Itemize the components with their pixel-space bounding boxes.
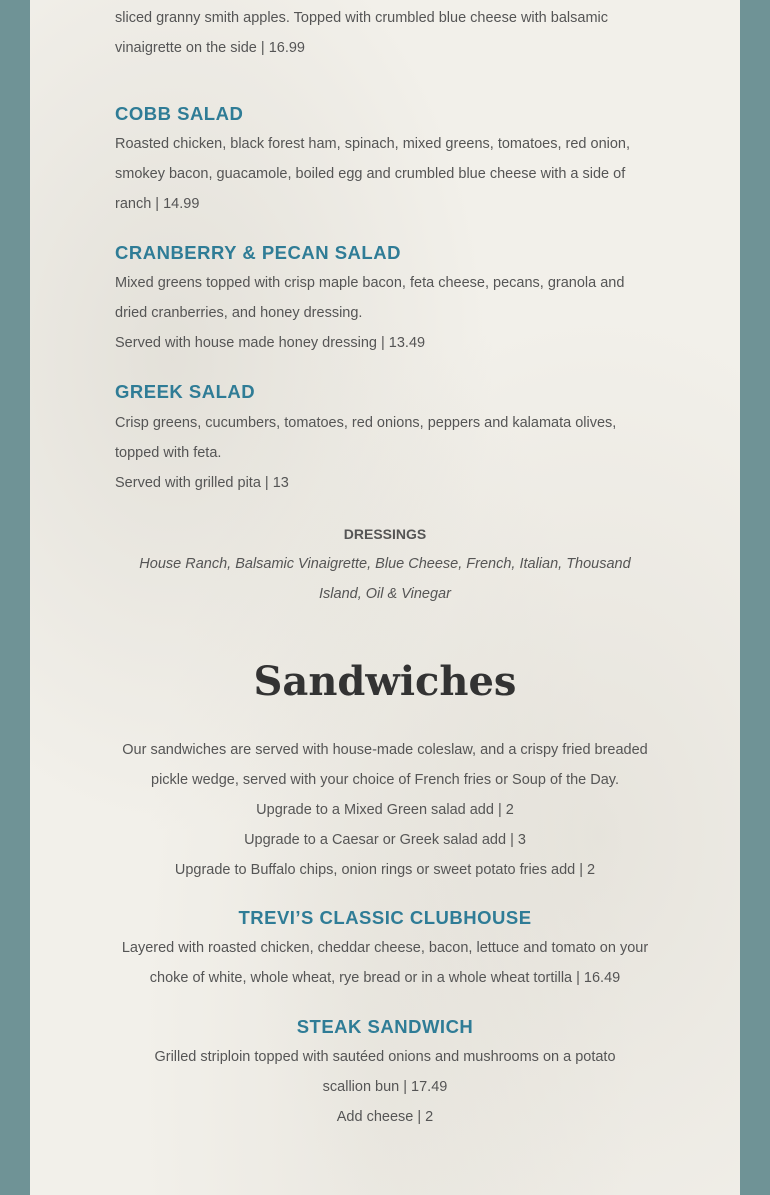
menu-item-cranberry-pecan-salad [115,239,655,358]
sandwiches-section [115,658,655,706]
section-title: Sandwiches [253,658,517,705]
dressings-list: House Ranch, Balsamic Vinaigrette, Blue Cheese, French, Italian, Thousand Island, Oil & Vinegar [139,556,631,602]
sandwiches-intro-block [115,735,655,885]
item-description: Mixed greens topped with crisp maple bacon, feta cheese, pecans, granola and dried cranberries, and honey dressing. [115,275,625,321]
menu-item-steak-sandwich [115,1013,655,1132]
previous-salad-description: sliced granny smith apples. Topped with crumbled blue cheese with balsamic vinaigrette on the side | 16.99 [115,10,608,56]
item-note: Served with grilled pita | 13 [115,475,289,491]
previous-salad [115,3,655,63]
item-name: COBB SALAD [115,103,244,124]
item-name: GREEK SALAD [115,381,256,402]
item-description: Roasted chicken, black forest ham, spinach, mixed greens, tomatoes, red onion, smokey bacon, guacamole, boiled egg and crumbled blue cheese with a side of ranch | 14.99 [115,136,631,212]
item-name: TREVI’S CLASSIC CLUBHOUSE [238,907,532,928]
menu-item-greek-salad [115,378,655,498]
menu-item-classic-clubhouse [115,904,655,993]
menu-page [30,0,740,1195]
item-description: Layered with roasted chicken, cheddar cheese, bacon, lettuce and tomato on your choke of white, whole wheat, rye bread or in a whole wheat tortilla | 16.49 [121,940,649,986]
item-name: STEAK SANDWICH [296,1016,474,1037]
dressings [115,519,655,609]
upgrade-line: Upgrade to a Mixed Green salad add | 2 [256,802,514,818]
item-name: CRANBERRY & PECAN SALAD [115,242,401,263]
item-note: Add cheese | 2 [336,1109,434,1125]
item-note: Served with house made honey dressing | 13.49 [115,335,426,351]
item-description: Crisp greens, cucumbers, tomatoes, red onions, peppers and kalamata olives, topped with feta. [115,415,617,461]
upgrade-line: Upgrade to Buffalo chips, onion rings or sweet potato fries add | 2 [174,862,596,878]
sandwiches-intro: Our sandwiches are served with house-made coleslaw, and a crispy fried breaded pickle wedge, served with your choice of French fries or Soup of the Day. [122,742,648,788]
item-description: Grilled striploin topped with sautéed onions and mushrooms on a potato scallion bun | 17.49 [154,1049,616,1095]
menu-item-cobb-salad [115,100,655,219]
dressings-title: DRESSINGS [343,526,427,542]
upgrade-line: Upgrade to a Caesar or Greek salad add | 3 [244,832,526,848]
